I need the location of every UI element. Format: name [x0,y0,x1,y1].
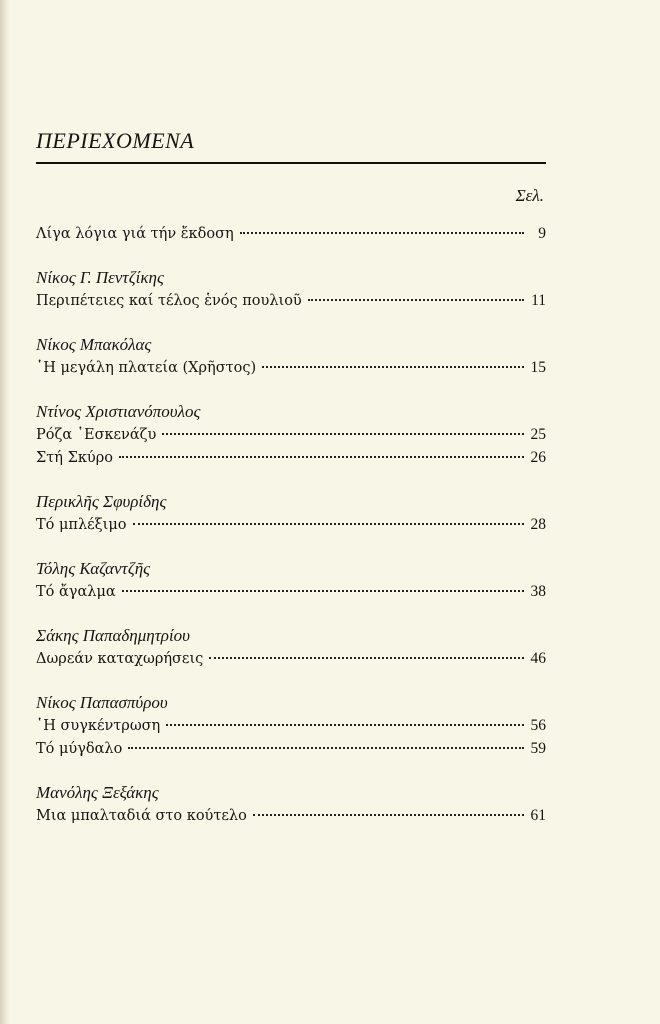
author-name: Νίκος Γ. Πεντζίκης [36,268,164,287]
entry-page-number: 26 [530,449,546,466]
entry-page-number: 59 [530,740,546,757]
toc-entry [36,737,546,760]
toc-entry [36,356,546,379]
dot-leader [240,231,524,234]
entry-title: Μια μπαλταδιά στο κούτελο [36,808,247,824]
entry-title: ῾Η μεγάλη πλατεία (Χρῆστος) [36,360,257,376]
dot-leader [122,589,524,592]
dot-leader [119,455,524,458]
entry-title: Λίγα λόγια γιά τήν ἔκδοση [36,226,234,242]
toc-section [36,691,546,760]
entry-page-number: 56 [530,717,546,734]
dot-leader [262,365,524,368]
page-title: ΠΕΡΙΕΧΟΜΕΝΑ [36,128,195,153]
dot-leader [133,522,525,525]
toc-entry [36,513,546,536]
entry-page-number: 15 [530,359,546,376]
entry-title: Τό μύγδαλο [36,741,123,757]
toc-section [36,624,546,670]
toc-section [36,490,546,536]
entry-page-number: 61 [530,807,546,824]
toc-entry [36,714,546,737]
toc-list [36,222,546,848]
toc-entry [36,423,546,446]
toc-section [36,222,546,245]
dot-leader [128,746,524,749]
entry-title: Δωρεάν καταχωρήσεις [36,651,204,667]
toc-entry [36,222,546,245]
title-rule [36,162,546,164]
page-edge [0,0,10,1024]
toc-entry [36,647,546,670]
toc-section [36,333,546,379]
toc-section [36,400,546,469]
toc-entry [36,446,546,469]
author-name: Ντίνος Χριστιανόπουλος [36,402,201,421]
entry-page-number: 46 [530,650,546,667]
entry-page-number: 9 [538,225,546,242]
entry-page-number: 25 [530,426,546,443]
entry-page-number: 28 [530,516,546,533]
page-column-label: Σελ. [515,186,544,205]
author-name: Νίκος Παπασπύρου [36,693,168,712]
entry-title: ῾Η συγκέντρωση [36,718,161,734]
table-of-contents-page [36,0,546,1024]
author-name: Τόλης Καζαντζῆς [36,559,151,578]
author-name: Νίκος Μπακόλας [36,335,152,354]
entry-page-number: 38 [530,583,546,600]
toc-section [36,557,546,603]
entry-page-number: 11 [531,292,546,309]
toc-section [36,266,546,312]
dot-leader [253,813,524,816]
author-name: Σάκης Παπαδημητρίου [36,626,190,645]
dot-leader [162,432,524,435]
author-name: Περικλῆς Σφυρίδης [36,492,167,511]
entry-title: Τό ἄγαλμα [36,584,116,600]
dot-leader [166,723,524,726]
toc-entry [36,804,546,827]
entry-title: Ρόζα ῾Εσκενάζυ [36,427,157,443]
entry-title: Στή Σκύρο [36,450,113,466]
toc-entry [36,289,546,312]
entry-title: Τό μπλέξιμο [36,517,127,533]
toc-entry [36,580,546,603]
author-name: Μανόλης Ξεξάκης [36,783,159,802]
toc-section [36,781,546,827]
dot-leader [308,298,524,301]
entry-title: Περιπέτειες καί τέλος ἑνός πουλιοῦ [36,293,302,309]
dot-leader [209,656,524,659]
